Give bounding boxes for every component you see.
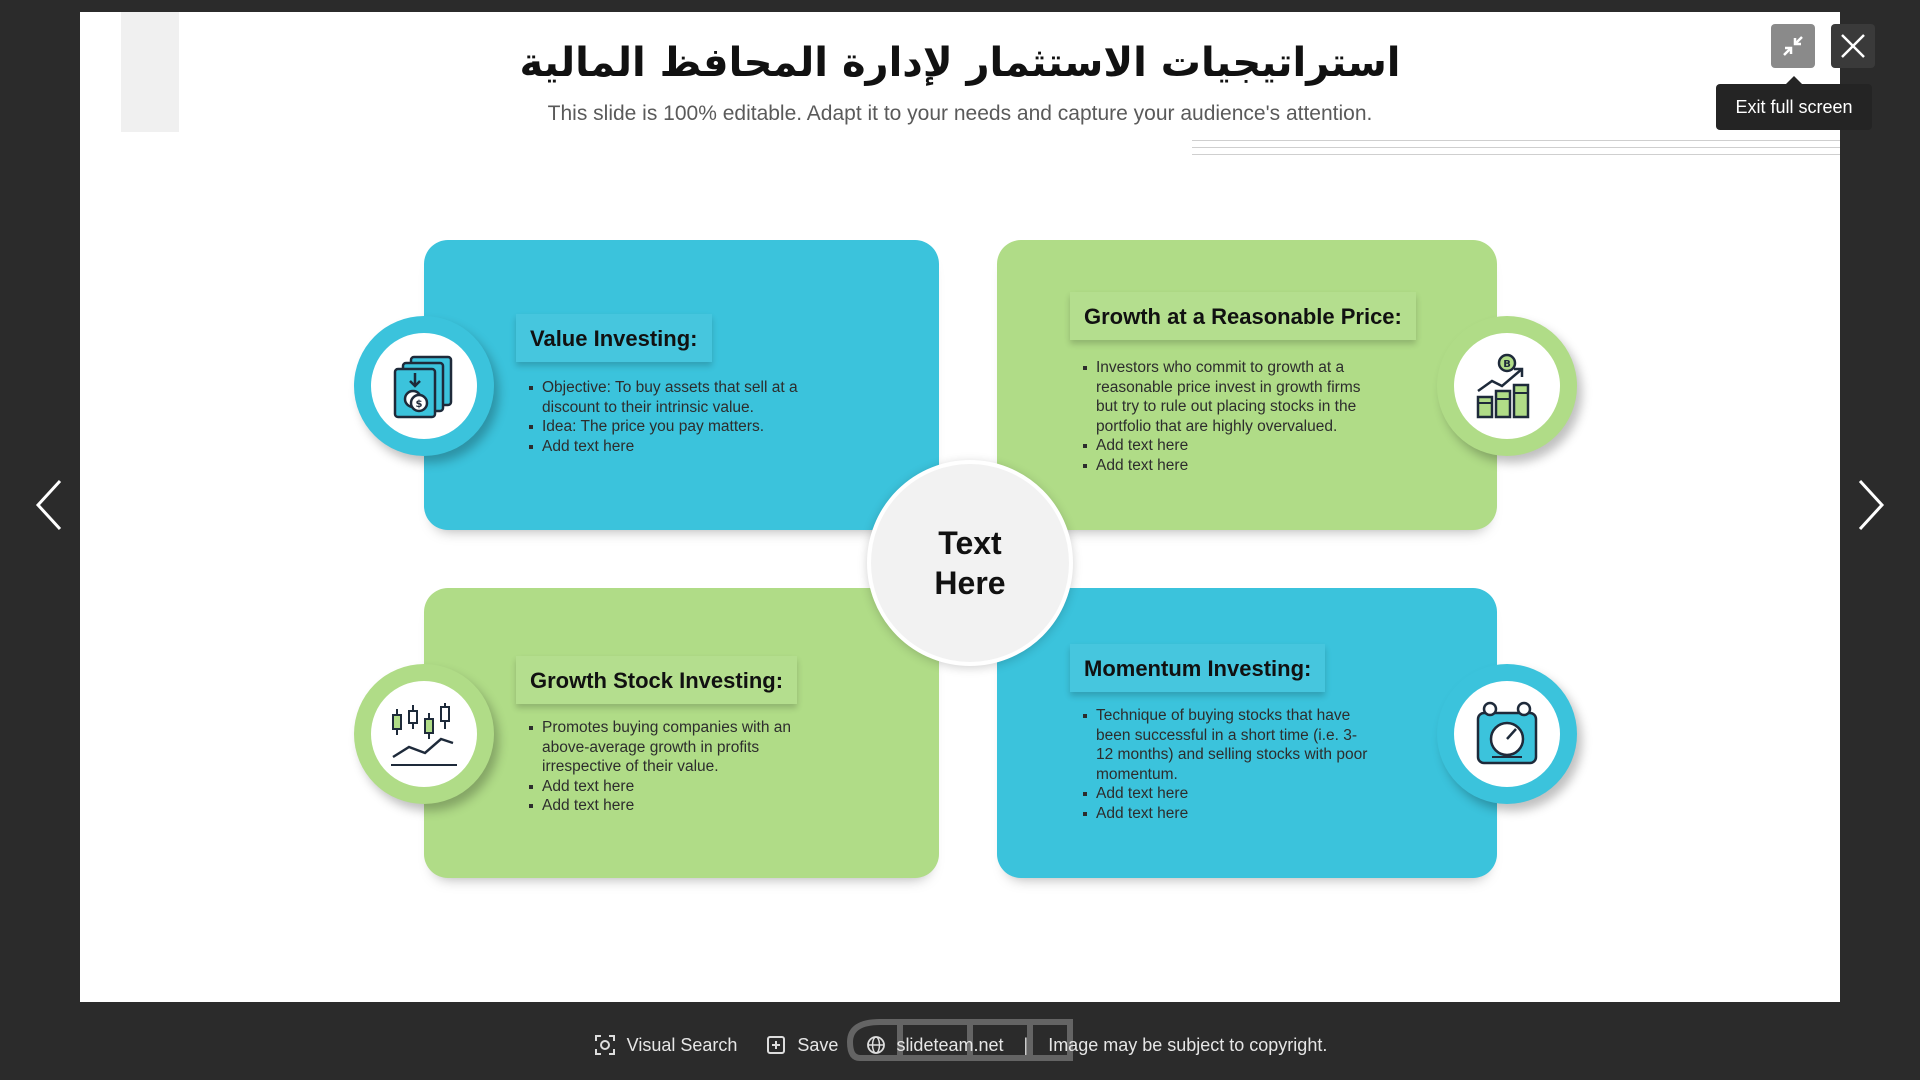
source-link[interactable] [866,1035,1003,1056]
center-text-line2: Here [934,565,1006,601]
candlestick-chart-icon [389,699,459,769]
next-image-button[interactable] [1846,475,1896,535]
globe-icon [866,1035,886,1055]
bullet-item: Add text here [1082,784,1372,804]
icon-ring-garp [1437,316,1577,456]
chevron-right-icon [1856,477,1886,533]
center-text-circle [867,460,1073,666]
card-value-investing [424,240,939,530]
card-title: Growth at a Reasonable Price: [1070,292,1416,340]
exit-fullscreen-tooltip: Exit full screen [1716,84,1872,130]
bullet-item: Technique of buying stocks that have been successful in a short time (i.e. 3-12 months) and selling stocks with poor momentum. [1082,706,1372,784]
previous-image-button[interactable] [24,475,74,535]
bullet-item: Objective: To buy assets that sell at a discount to their intrinsic value. [528,378,828,417]
card-title: Momentum Investing: [1070,644,1325,692]
close-button[interactable] [1831,24,1875,68]
icon-ring-momentum [1437,664,1577,804]
bullet-item: Add text here [528,796,818,816]
save-button[interactable] [765,1034,838,1056]
center-text-line1: Text [938,525,1002,561]
slide-title: استراتيجيات الاستثمار لإدارة المحافظ المالية [519,40,1401,86]
card-bullets [528,378,828,456]
bullet-item: Add text here [528,777,818,797]
card-momentum-investing [997,588,1497,878]
bullet-item: Add text here [1082,456,1382,476]
visual-search-icon [593,1033,617,1057]
svg-text:B: B [1503,359,1511,370]
card-bullets [528,718,818,816]
copyright-notice: Image may be subject to copyright. [1048,1034,1328,1055]
card-bullets [1082,358,1382,475]
card-growth-stock-investing [424,588,939,878]
visual-search-label: Visual Search [626,1034,738,1055]
bottom-info-bar [0,1010,1920,1080]
collapse-arrows-icon [1780,33,1806,59]
icon-ring-value [354,316,494,456]
bullet-item: Idea: The price you pay matters. [528,417,828,437]
card-bullets [1082,706,1372,823]
decorative-lines [1192,140,1840,164]
slide-image [80,12,1840,1002]
growth-coins-chart-icon [1472,351,1542,421]
bullet-item: Investors who commit to growth at a reasonable price invest in growth firms but try to rule out placing stocks in the portfolio that are highly overvalued. [1082,358,1382,436]
chevron-left-icon [34,477,64,533]
save-bookmark-icon [765,1034,787,1056]
bullet-item: Add text here [1082,436,1382,456]
slide-subtitle: This slide is 100% editable. Adapt it to your needs and capture your audience's attention. [547,102,1373,125]
card-growth-reasonable-price [997,240,1497,530]
close-icon [1838,31,1868,61]
visual-search-button[interactable] [593,1033,738,1057]
card-title: Value Investing: [516,314,712,362]
bullet-item: Add text here [1082,804,1372,824]
bullet-item: Add text here [528,437,828,457]
money-documents-icon [389,351,459,421]
separator: | [1023,1034,1029,1055]
save-label: Save [797,1034,839,1055]
exit-fullscreen-button[interactable] [1771,24,1815,68]
source-label: slideteam.net [896,1034,1004,1055]
speedometer-gauge-icon [1472,699,1542,769]
svg-text:$: $ [415,399,423,410]
icon-ring-growth-stock [354,664,494,804]
card-title: Growth Stock Investing: [516,656,797,704]
bullet-item: Promotes buying companies with an above-average growth in profits irrespective of their value. [528,718,818,777]
